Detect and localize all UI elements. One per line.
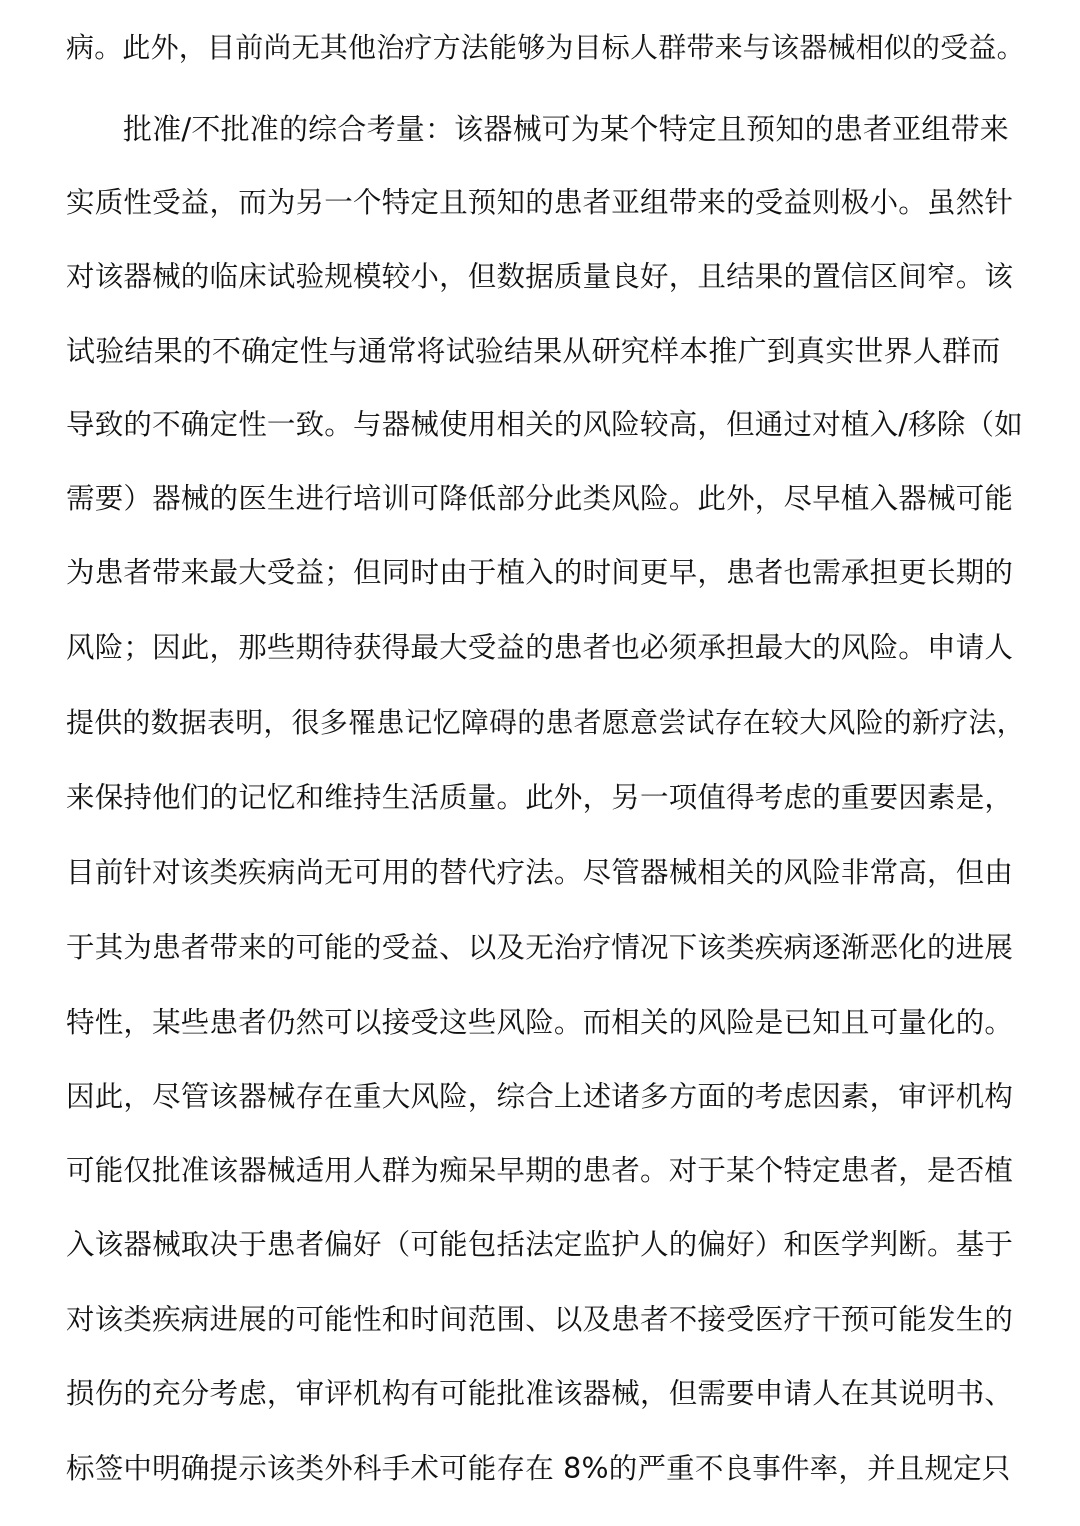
- text-line: 来保持他们的记忆和维持生活质量。此外，另一项值得考虑的重要因素是，: [66, 781, 1014, 814]
- text-line: 风险；因此，那些期待获得最大受益的患者也必须承担最大的风险。申请人: [66, 631, 1014, 664]
- text-line: 病。此外，目前尚无其他治疗方法能够为目标人群带来与该器械相似的受益。: [66, 31, 1025, 64]
- text-line: 导致的不确定性一致。与器械使用相关的风险较高，但通过对植入/移除（如: [66, 408, 1023, 441]
- text-line: 批准/不批准的综合考量：该器械可为某个特定且预知的患者亚组带来: [123, 112, 1009, 146]
- text-line: 实质性受益，而为另一个特定且预知的患者亚组带来的受益则极小。虽然针: [66, 186, 1014, 219]
- text-line: 对该器械的临床试验规模较小，但数据质量良好，且结果的置信区间窄。该: [66, 260, 1014, 293]
- text-line: 入该器械取决于患者偏好（可能包括法定监护人的偏好）和医学判断。基于: [66, 1228, 1014, 1261]
- text-line: 标签中明确提示该类外科手术可能存在 8%的严重不良事件率，并且规定只: [66, 1452, 1011, 1485]
- text-line: 目前针对该类疾病尚无可用的替代疗法。尽管器械相关的风险非常高，但由: [66, 856, 1014, 889]
- text-line: 试验结果的不确定性与通常将试验结果从研究样本推广到真实世界人群而: [66, 334, 1001, 368]
- text-line: 可能仅批准该器械适用人群为痴呆早期的患者。对于某个特定患者，是否植: [66, 1154, 1014, 1187]
- text-line: 需要）器械的医生进行培训可降低部分此类风险。此外，尽早植入器械可能: [66, 482, 1014, 515]
- text-line: 特性，某些患者仍然可以接受这些风险。而相关的风险是已知且可量化的。: [66, 1006, 1014, 1039]
- text-line: 损伤的充分考虑，审评机构有可能批准该器械，但需要申请人在其说明书、: [66, 1377, 1014, 1410]
- text-line: 因此，尽管该器械存在重大风险，综合上述诸多方面的考虑因素，审评机构: [66, 1080, 1014, 1113]
- text-line: 提供的数据表明，很多罹患记忆障碍的患者愿意尝试存在较大风险的新疗法，: [66, 706, 1025, 739]
- text-line: 对该类疾病进展的可能性和时间范围、以及患者不接受医疗干预可能发生的: [66, 1303, 1014, 1336]
- text-line: 为患者带来最大受益；但同时由于植入的时间更早，患者也需承担更长期的: [66, 556, 1014, 589]
- text-line: 于其为患者带来的可能的受益、以及无治疗情况下该类疾病逐渐恶化的进展: [66, 931, 1014, 964]
